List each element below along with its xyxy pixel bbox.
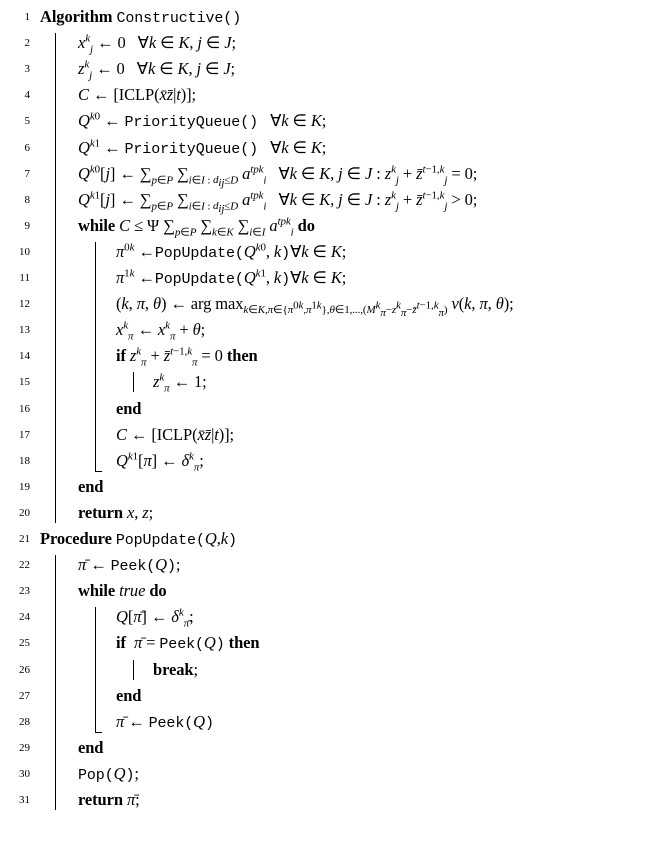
line-code: Algorithm Constructive() [40, 7, 242, 27]
line-number: 7 [24, 167, 30, 180]
line-code: $Q^{k0}$ ← PriorityQueue() ∀k ∈ K; [78, 110, 327, 132]
line-code: C ← [ICLP(x̄z̄|t)]; [78, 85, 197, 105]
algorithm-line [0, 579, 671, 604]
line-code: $Q^{k1}[\pi]$ ← $\delta^k_\pi$; [116, 450, 204, 473]
algorithm-line [0, 57, 671, 82]
line-number: 17 [19, 428, 30, 441]
algorithm-line [0, 109, 671, 134]
line-number: 15 [19, 376, 30, 389]
block-rule [55, 33, 56, 523]
line-number: 6 [24, 141, 30, 154]
line-number: 5 [24, 115, 30, 128]
algorithm-line [0, 631, 671, 656]
line-code: $Q^{k1}[j]$ ← $\sum_{p\in P}$ $\sum_{i\in I : d_{ij}\le D}$ $a^{tpk}_i$ ∀k ∈ K, j ∈ J : $z^k_j$ + z̄$^{t-1,k}_j$ > 0; [78, 189, 478, 216]
algorithm-line [0, 240, 671, 265]
line-code: $z^k_j$ ← 0 ∀k ∈ K, j ∈ J; [78, 58, 236, 82]
algorithm-line [0, 162, 671, 190]
block-rule [55, 555, 56, 810]
line-code: $x^k_\pi$ ← $x^k_\pi + \theta$; [116, 319, 206, 343]
line-code: end [78, 737, 104, 757]
line-number: 12 [19, 298, 30, 311]
algorithm-line [0, 501, 671, 526]
line-number: 10 [19, 245, 30, 258]
line-code: end [78, 476, 104, 496]
line-code: end [116, 685, 142, 705]
line-code: while true do [78, 581, 167, 601]
block-end-tick [95, 471, 102, 472]
block-rule [133, 660, 134, 680]
line-number: 20 [19, 506, 30, 519]
line-code: if π̄ = Peek(Q) then [116, 633, 260, 654]
line-code: Pop(Q); [78, 763, 139, 784]
algorithm-line [0, 684, 671, 709]
algorithm-line [0, 136, 671, 161]
line-code: $Q^{k0}[j]$ ← $\sum_{p\in P}$ $\sum_{i\in I : d_{ij}\le D}$ $a^{tpk}_i$ ∀k ∈ K, j ∈ J : $z^k_j$ + z̄$^{t-1,k}_j$ = 0; [78, 163, 478, 190]
line-number: 3 [24, 63, 30, 76]
line-number: 4 [24, 89, 30, 102]
line-number: 16 [19, 402, 30, 415]
line-number: 23 [19, 585, 30, 598]
block-rule [95, 607, 96, 731]
algorithm-line [0, 605, 671, 630]
line-code: break; [153, 659, 198, 679]
algorithm-line [0, 553, 671, 578]
line-code: Q[π̄] ← $\delta^k_{\pī}$; [116, 606, 194, 630]
line-code: $Q^{k1}$ ← PriorityQueue() ∀k ∈ K; [78, 137, 327, 158]
line-code: return π̄; [78, 790, 140, 809]
algorithm-line [0, 214, 671, 239]
line-code: Procedure PopUpdate(Q,k) [40, 529, 237, 549]
line-number: 1 [24, 11, 30, 23]
line-code: if $z^k_\pi$ + z̄$^{t-1,k}_\pi$ = 0 then [116, 345, 258, 369]
line-code: $\pi^{0k}$ $\leftarrow PopUpdate(Q^{k0}$, k)∀k ∈ K; [116, 241, 347, 262]
algorithm-line [0, 83, 671, 108]
line-number: 27 [19, 689, 30, 702]
algorithm-line [0, 397, 671, 422]
line-number: 22 [19, 559, 30, 572]
line-number: 25 [19, 637, 30, 650]
algorithm-line [0, 31, 671, 56]
line-number: 14 [19, 350, 30, 363]
line-number: 29 [19, 741, 30, 754]
line-code: $x^k_j$ ← 0 ∀k ∈ K, j ∈ J; [78, 32, 236, 56]
algorithm-line [0, 318, 671, 343]
line-code: end [116, 398, 142, 418]
algorithm-line [0, 788, 671, 813]
line-code: C ← [ICLP(x̄z̄|t)]; [116, 424, 235, 444]
line-code: while C ≤ Ψ $\sum_{p\in P}$ $\sum_{k\in K}$ $\sum_{i\in I}$ $a^{tpk}_i$ do [78, 215, 315, 239]
line-number: 30 [19, 767, 30, 780]
line-number: 9 [24, 219, 30, 232]
line-code: return x, z; [78, 502, 154, 522]
algorithm-line [0, 266, 671, 291]
line-number: 28 [19, 715, 30, 728]
line-number: 2 [24, 37, 30, 50]
algorithm-line [0, 736, 671, 761]
algorithm-line [0, 370, 671, 395]
algorithm-line [0, 423, 671, 448]
line-code: $z^k_\pi$ ← 1; [153, 371, 207, 395]
algorithm-line [0, 658, 671, 683]
line-code: π̄ ← Peek(Q) [116, 711, 214, 732]
algorithm-line [0, 292, 671, 320]
line-number: 19 [19, 480, 30, 493]
algorithm-line [0, 188, 671, 216]
algorithm-line [0, 475, 671, 500]
line-code: $\pi^{1k}$ $\leftarrow PopUpdate(Q^{k1}$, k)∀k ∈ K; [116, 267, 347, 288]
line-number: 21 [19, 533, 30, 545]
line-number: 13 [19, 324, 30, 337]
block-rule [133, 372, 134, 392]
line-code: (k, π, θ) ← arg $\max_{k\in K,\pi\in\{\pi^{0k},\pi^{1k}\},\theta\in 1,...,(M^k_\pi-z^k_\pi-z̄^{t-1,k}_\pi)} \nu(k$, π, θ); [116, 294, 514, 320]
line-number: 26 [19, 663, 30, 676]
algorithm-line [0, 5, 671, 30]
algorithm-line [0, 344, 671, 369]
line-number: 18 [19, 454, 30, 467]
algorithm-line [0, 527, 671, 552]
line-code: π̄ ← Peek(Q); [78, 555, 181, 576]
algorithm-line [0, 762, 671, 787]
block-rule [95, 242, 96, 471]
block-end-tick [95, 732, 102, 733]
line-number: 31 [19, 794, 30, 806]
line-number: 24 [19, 611, 30, 624]
line-number: 11 [19, 272, 30, 284]
line-number: 8 [24, 193, 30, 206]
